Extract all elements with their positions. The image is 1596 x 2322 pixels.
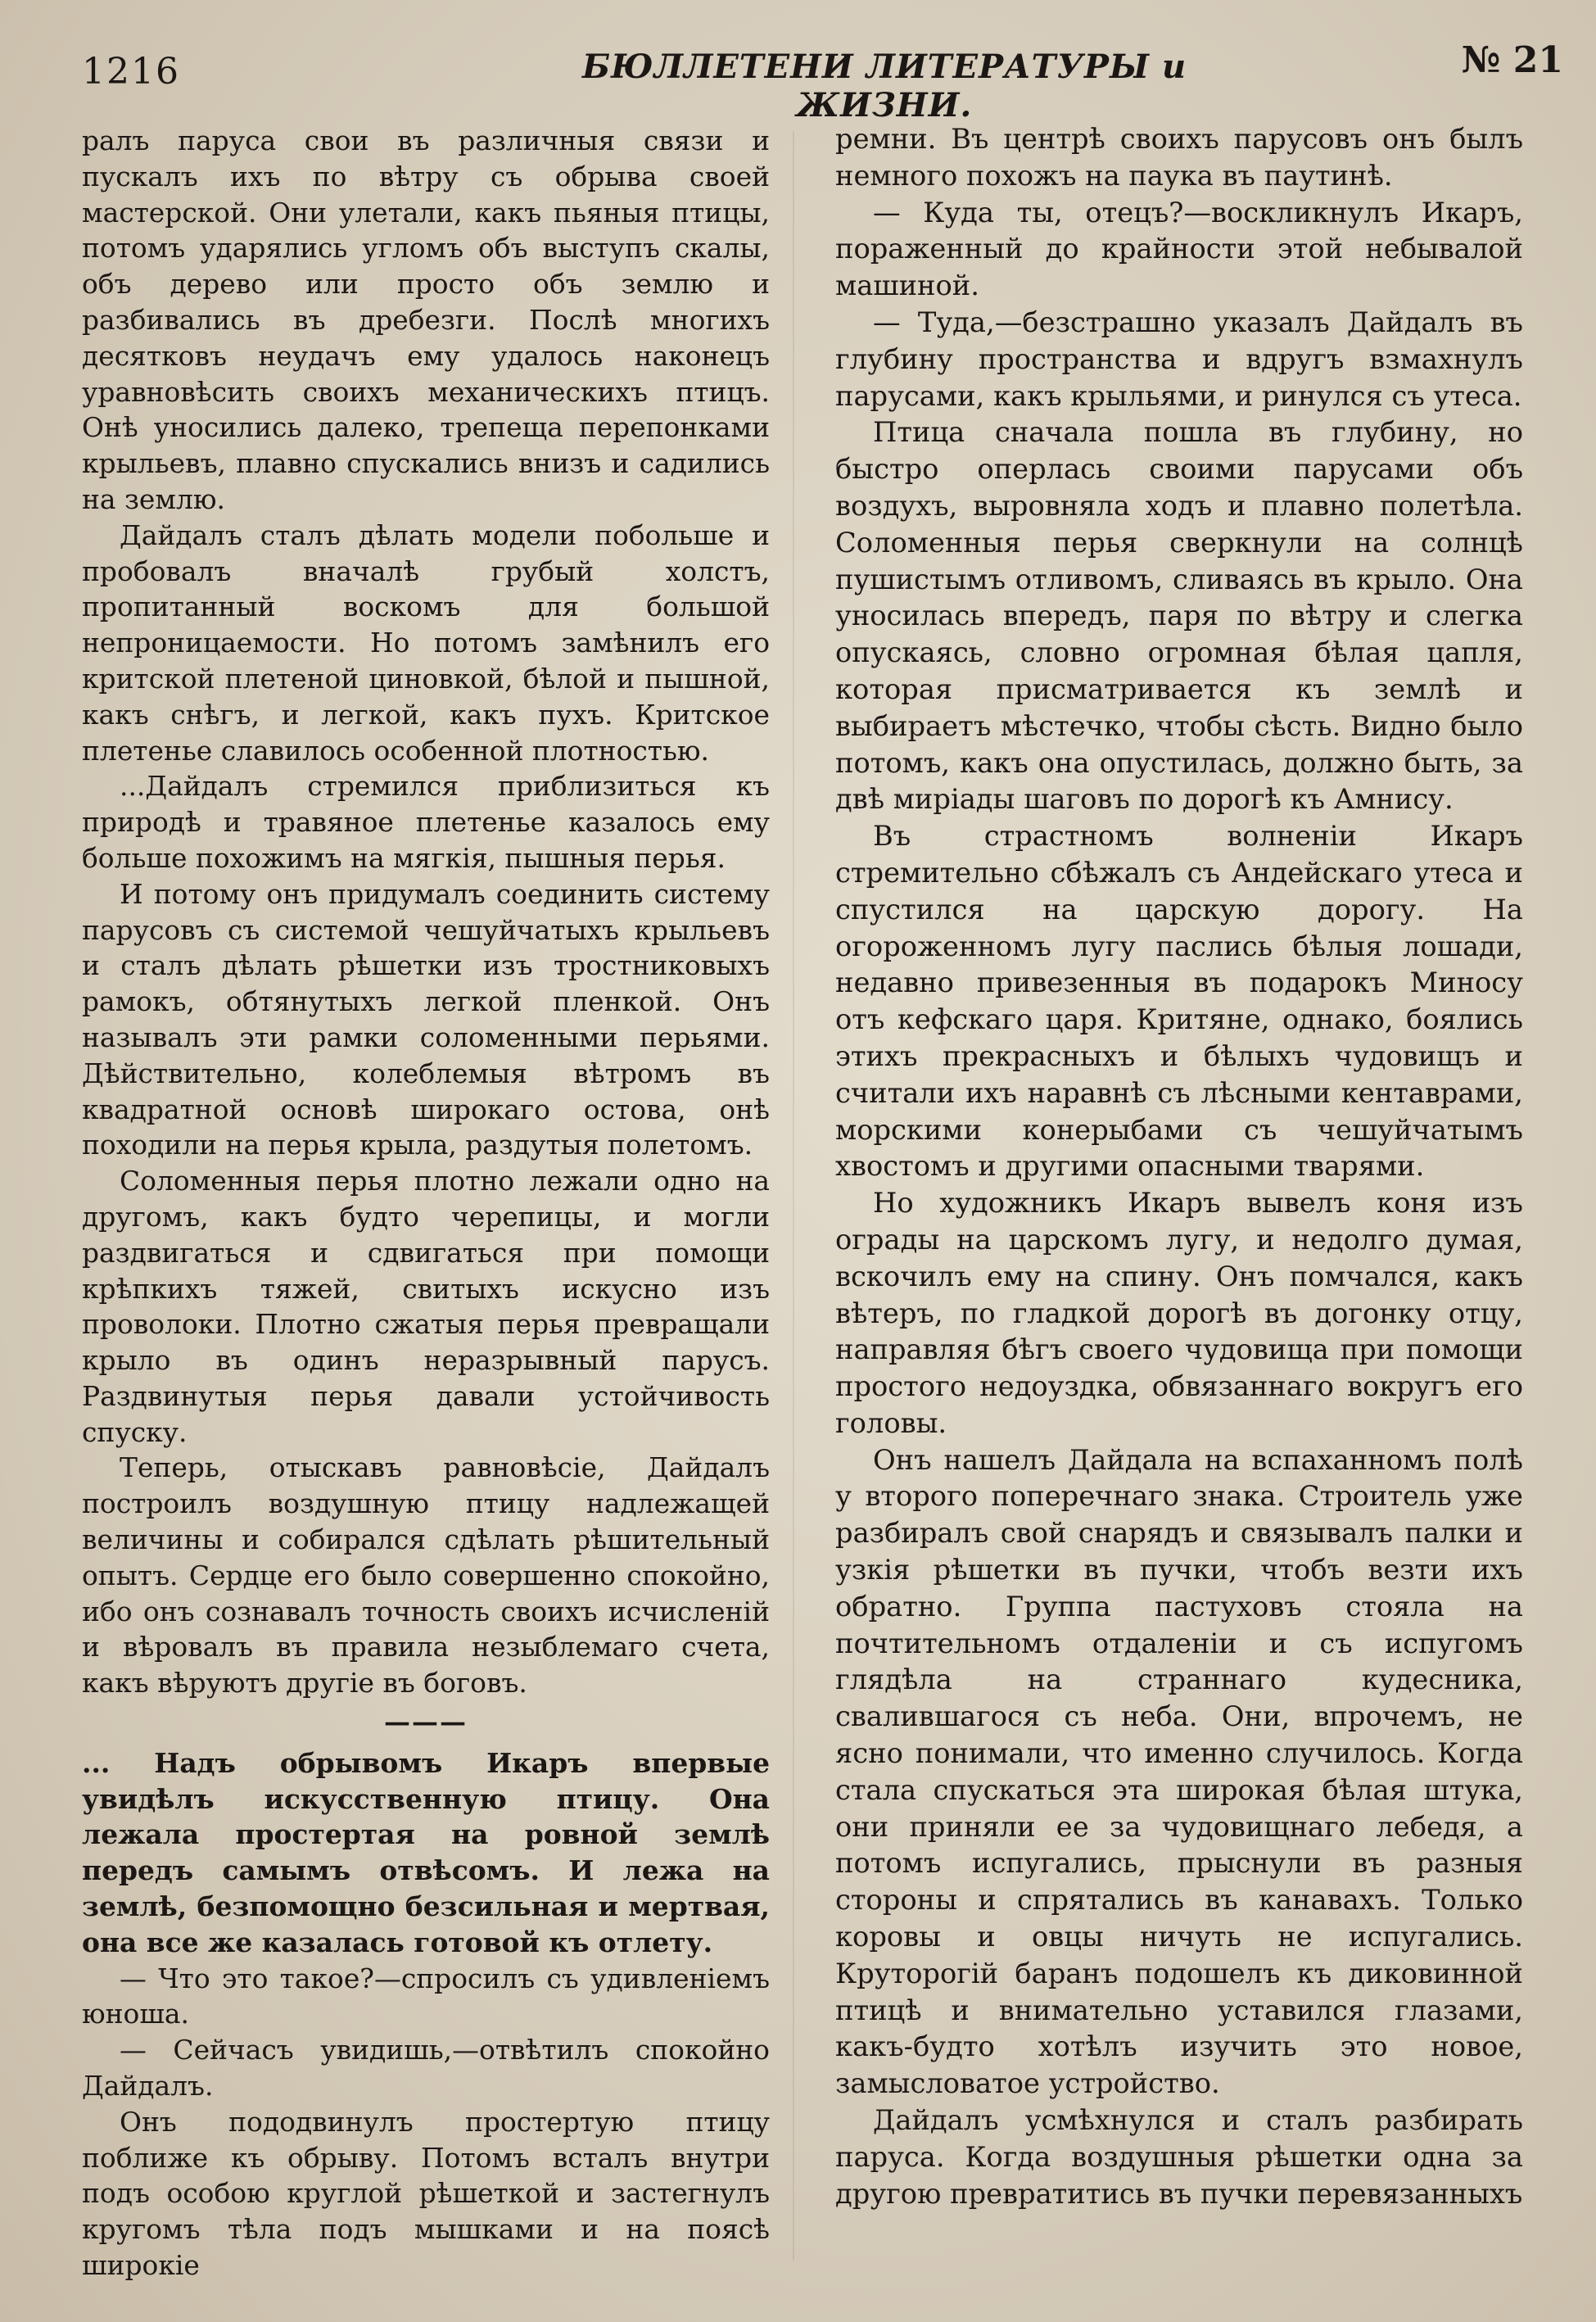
paragraph: ...Дайдалъ стремился приблизиться къ природѣ и травяное плетенье казалось ему больше похожимъ на мягкія, пышныя перья. — [82, 770, 770, 874]
dialogue-line: — Туда,—безстрашно указалъ Дайдалъ въ глубину пространства и вдругъ взмахнулъ парусами, какъ крыльями, и ринулся съ утеса. — [835, 306, 1523, 412]
section-separator: ——— — [384, 1706, 468, 1738]
journal-title: БЮЛЛЕТЕНИ ЛИТЕРАТУРЫ и ЖИЗНИ. — [581, 48, 1187, 124]
dialogue-line: — Куда ты, отецъ?—воскликнулъ Икаръ, пораженный до крайности этой небывалой машиной. — [835, 196, 1523, 302]
dialogue-line: — Сейчасъ увидишь,—отвѣтилъ спокойно Дайдалъ. — [82, 2034, 770, 2102]
column-gutter — [793, 131, 794, 2261]
dialogue-line: — Что это такое?—спросилъ съ удивленіемъ юноша. — [82, 1962, 770, 2030]
paragraph: Въ страстномъ волненіи Икаръ стремительно сбѣжалъ съ Андейскаго утеса и спустился на царскую дорогу. На огороженномъ лугу паслись бѣлыя лошади, недавно привезенныя въ подарокъ Миносу отъ кефскаго царя. Критяне, однако, боялись этихъ прекрасныхъ и бѣлыхъ чудовищъ и считали ихъ наравнѣ съ лѣсными кентаврами, морскими конерыбами съ чешуйчатымъ хвостомъ и другими опасными тварями. — [835, 820, 1523, 1183]
issue-number: № 21 — [1461, 39, 1563, 81]
paragraph: Онъ нашелъ Дайдала на вспаханномъ полѣ у второго поперечнаго знака. Строитель уже разбиралъ свой снарядъ и связывалъ палки и узкія рѣшетки въ пучки, чтобъ везти ихъ обратно. Группа пастуховъ стояла на почтительномъ отдаленіи и съ испугомъ глядѣла на страннаго кудесника, свалившагося съ неба. Они, впрочемъ, не ясно понимали, что именно случилось. Когда стала спускаться эта широкая бѣлая штука, они приняли ее за чудовищнаго лебедя, а потомъ испугались, прыснули въ разныя стороны и спрятались въ канавахъ. Только коровы и овцы ничуть не испугались. Круторогій баранъ подошелъ къ диковинной птицѣ и внимательно уставился глазами, какъ-будто хотѣлъ изучить это новое, замысловатое устройство. — [835, 1443, 1523, 2100]
paragraph: ралъ паруса свои въ различныя связи и пускалъ ихъ по вѣтру съ обрыва своей мастерской. Они улетали, какъ пьяныя птицы, потомъ ударялись угломъ объ выступъ скалы, объ дерево или просто объ землю и разбивались въ дребезги. Послѣ многихъ десятковъ неудачъ ему удалось наконецъ уравновѣсить своихъ механическихъ птицъ. Онѣ уносились далеко, трепеща перепонками крыльевъ, плавно спускались внизъ и садились на землю. — [82, 124, 770, 515]
paragraph: Теперь, отыскавъ равновѣсіе, Дайдалъ построилъ воздушную птицу надлежащей величины и собирался сдѣлать рѣшительный опытъ. Сердце его было совершенно спокойно, ибо онъ сознавалъ точность своихъ исчисленій и вѣровалъ въ правила незыблемаго счета, какъ вѣруютъ другіе въ боговъ. — [82, 1451, 770, 1700]
paragraph: Дайдалъ сталъ дѣлать модели побольше и пробовалъ вначалѣ грубый холстъ, пропитанный воскомъ для большой непроницаемости. Но потомъ замѣнилъ его критской плетеной циновкой, бѣлой и пышной, какъ снѣгъ, и легкой, какъ пухъ. Критское плетенье славилось особенной плотностью. — [82, 518, 770, 767]
left-column — [82, 123, 770, 2284]
page-header — [82, 39, 1563, 124]
paragraph: Онъ пододвинулъ простертую птицу поближе къ обрыву. Потомъ всталъ внутри подъ особою круглой рѣшеткой и застегнулъ кругомъ тѣла подъ мышками и на поясѣ широкіе — [82, 2105, 770, 2282]
paragraph: Дайдалъ усмѣхнулся и сталъ разбирать паруса. Когда воздушныя рѣшетки одна за другою превратитись въ пучки перевязанныхъ — [835, 2104, 1523, 2210]
paragraph: Соломенныя перья плотно лежали одно на другомъ, какъ будто черепицы, и могли раздвигаться и сдвигаться при помощи крѣпкихъ тяжей, свитыхъ искусно изъ проволоки. Плотно сжатыя перья превращали крыло въ одинъ неразрывный парусъ. Раздвинутыя перья давали устойчивость спуску. — [82, 1165, 770, 1448]
right-column — [835, 121, 1523, 2212]
paragraph: И потому онъ придумалъ соединить систему парусовъ съ системой чешуйчатыхъ крыльевъ и сталъ дѣлать рѣшетки изъ тростниковыхъ рамокъ, обтянутыхъ легкой пленкой. Онъ называлъ эти рамки соломенными перьями. Дѣйствительно, колеблемыя вѣтромъ въ квадратной основѣ широкаго остова, онѣ походили на перья крыла, раздутыя полетомъ. — [82, 877, 770, 1161]
page-number: 1216 — [82, 51, 180, 93]
paragraph: ремни. Въ центрѣ своихъ парусовъ онъ былъ немного похожъ на паука въ паутинѣ. — [835, 123, 1523, 192]
paragraph: Но художникъ Икаръ вывелъ коня изъ ограды на царскомъ лугу, и недолго думая, вскочилъ ему на спину. Онъ помчался, какъ вѣтеръ, по гладкой дорогѣ въ догонку отцу, направляя бѣгъ своего чудовища при помощи простого недоуздка, обвязаннаго вокругъ его головы. — [835, 1187, 1523, 1439]
paragraph: ... Надъ обрывомъ Икаръ впервые увидѣлъ искусственную птицу. Она лежала простертая на ровной землѣ передъ самымъ отвѣсомъ. И лежа на землѣ, безпомощно безсильная и мертвая, она все же казалась готовой къ отлету. — [82, 1746, 770, 1958]
paragraph: Птица сначала пошла въ глубину, но быстро оперлась своими парусами объ воздухъ, выровняла ходъ и плавно полетѣла. Соломенныя перья сверкнули на солнцѣ пушистымъ отливомъ, сливаясь въ крыло. Она уносилась впередъ, паря по вѣтру и слегка опускаясь, словно огромная бѣлая цапля, которая присматривается къ землѣ и выбираетъ мѣстечко, чтобы сѣсть. Видно было потомъ, какъ она опустилась, должно быть, за двѣ миріады шаговъ по дорогѣ къ Амнису. — [835, 416, 1523, 816]
